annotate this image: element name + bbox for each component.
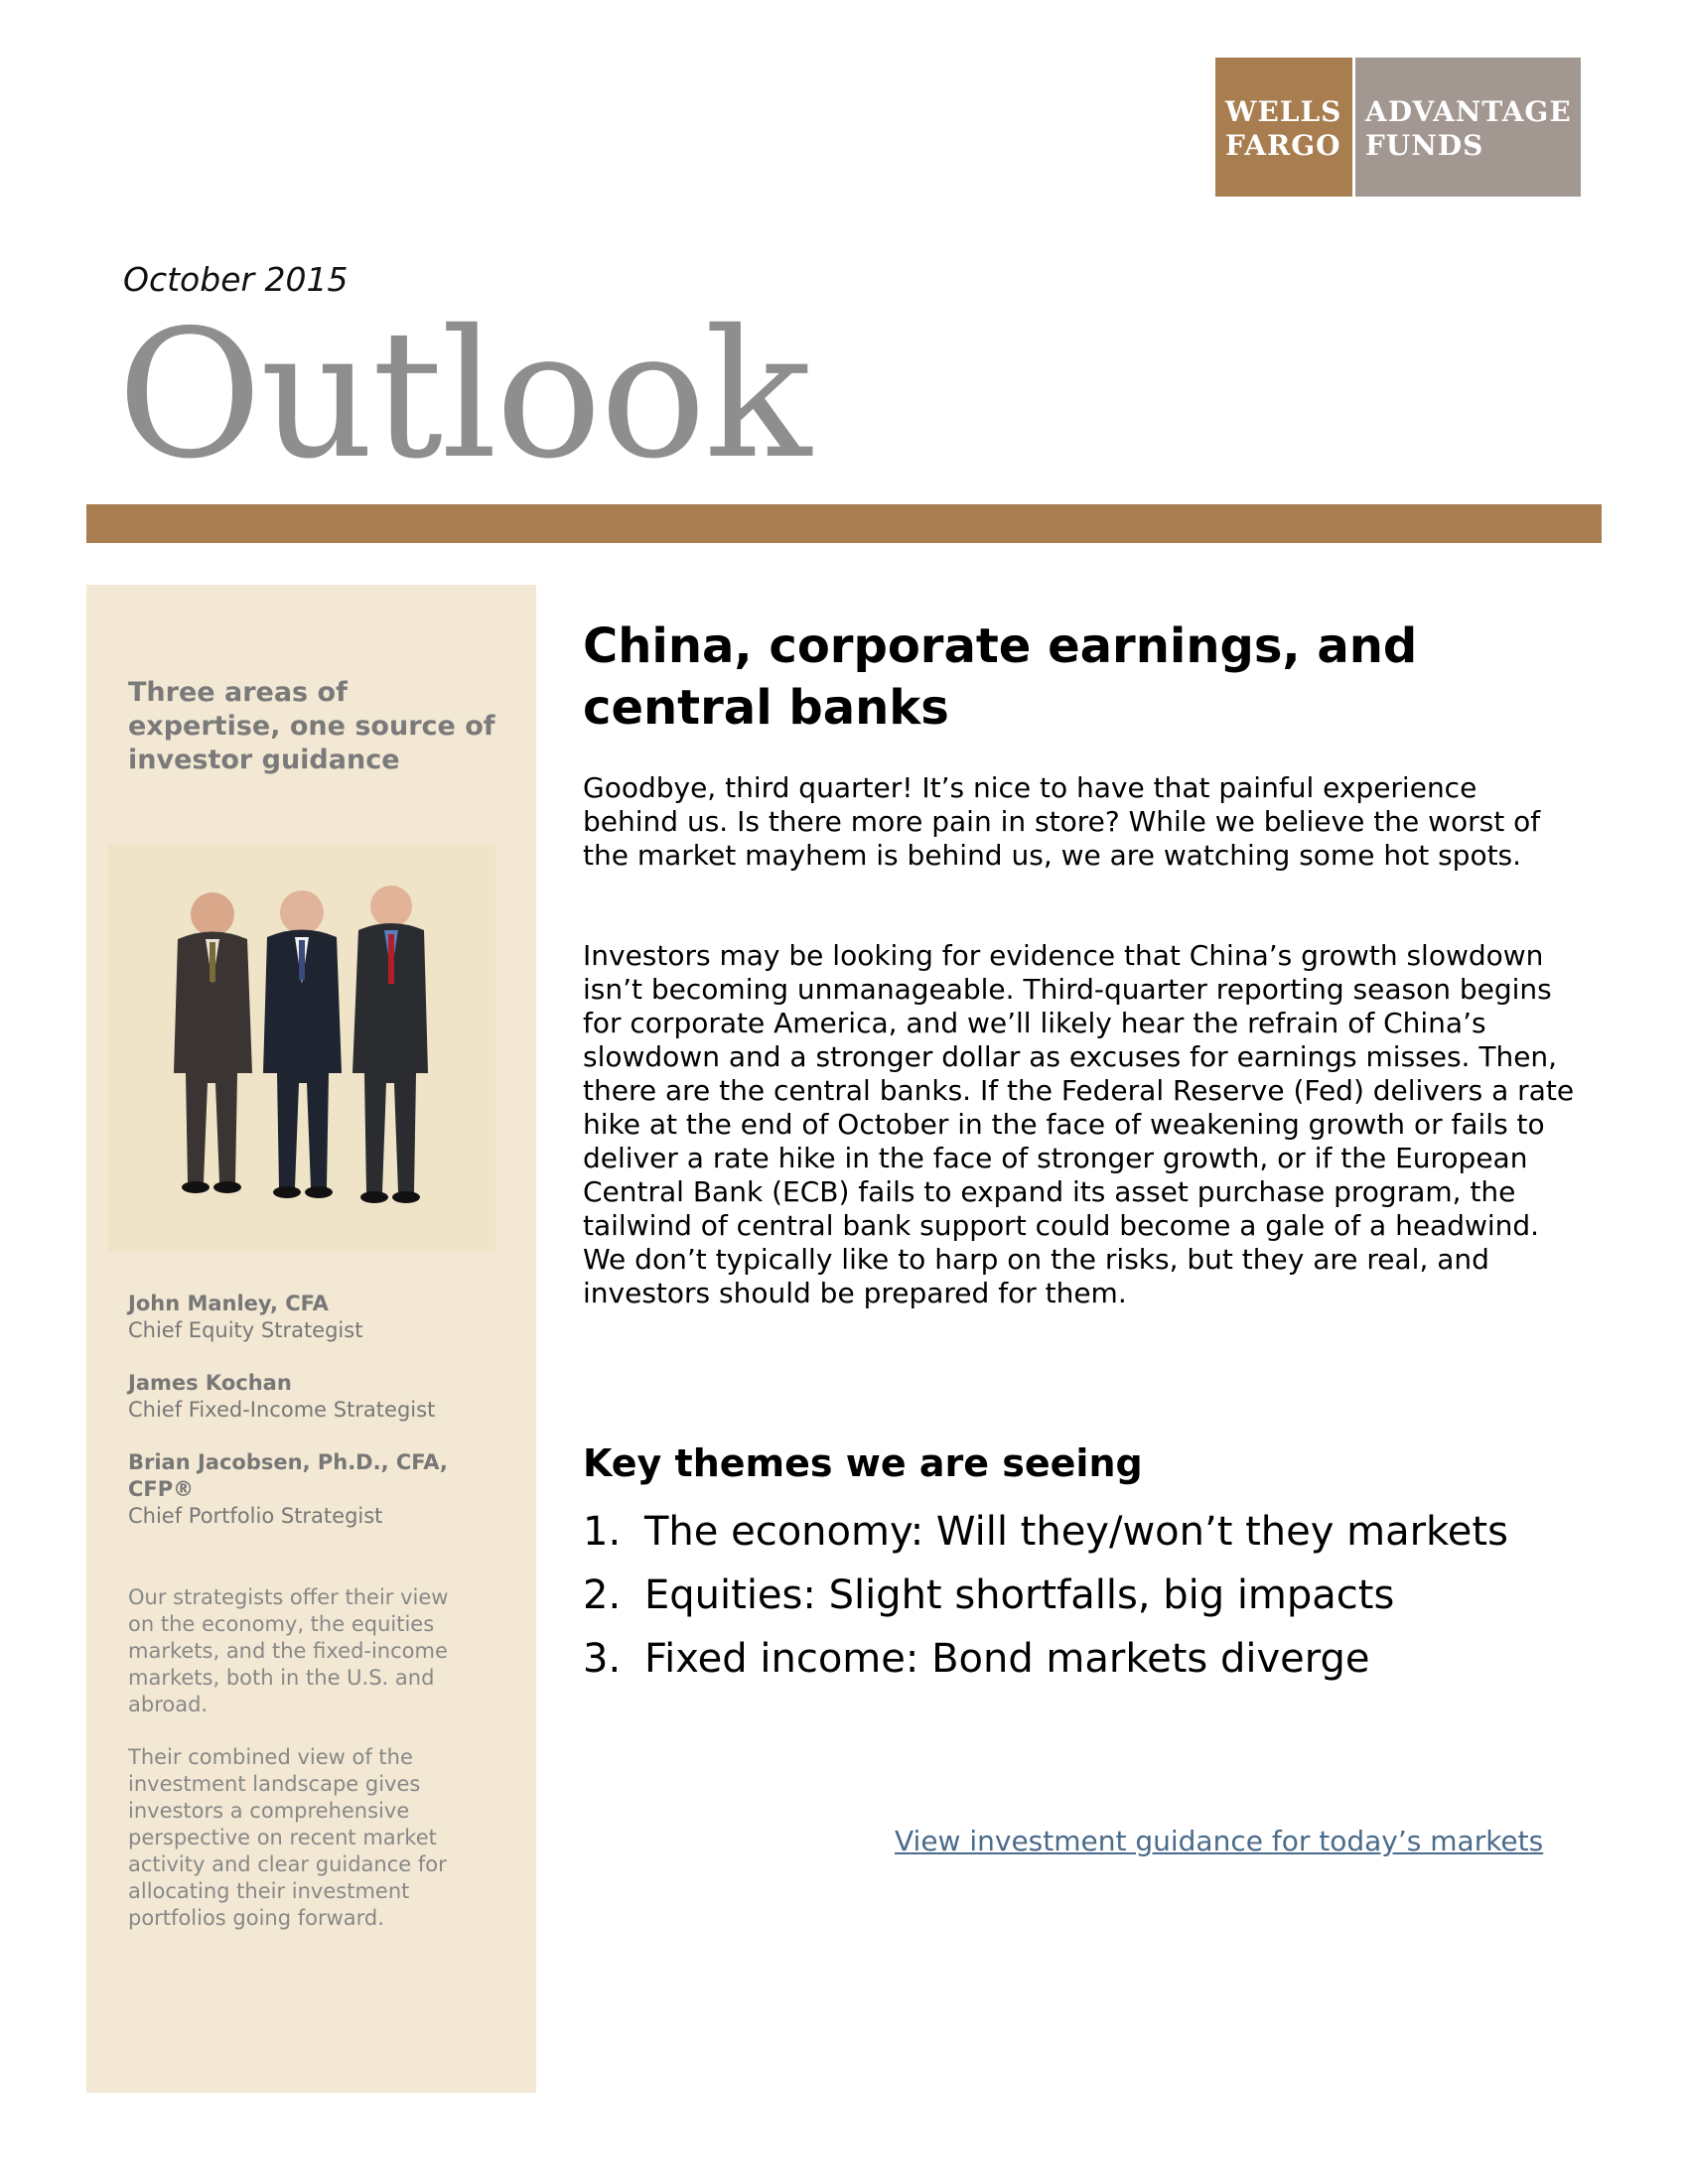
logo-wells: WELLS [1225,95,1342,128]
logo-fargo: FARGO [1225,129,1341,162]
theme-number: 3. [583,1636,622,1682]
strategist-name: John Manley, CFA [128,1292,329,1315]
sidebar-heading: Three areas of expertise, one source of investor guidance [128,677,495,775]
page-title: Outlook [117,292,810,497]
logo-advantage: ADVANTAGE [1365,95,1572,128]
strategist-role: Chief Fixed-Income Strategist [128,1398,436,1422]
strategist-3 [128,1449,476,1530]
theme-item [583,1627,1508,1691]
strategist-role: Chief Equity Strategist [128,1318,363,1342]
strategist-name: James Kochan [128,1371,292,1395]
strategists-photo-image [108,845,495,1252]
investment-guidance-link[interactable]: View investment guidance for today’s markets [895,1825,1544,1857]
sidebar-description-1: Our strategists offer their view on the economy, the equities markets, and the fixed-income markets, both in the U.S. and abroad. [128,1585,449,1716]
theme-text: Fixed income: Bond markets diverge [644,1636,1370,1682]
theme-number: 1. [583,1509,622,1555]
logo-right-block [1355,58,1581,197]
key-themes-heading: Key themes we are seeing [583,1441,1143,1485]
strategist-name: Brian Jacobsen, Ph.D., CFA, CFP® [128,1450,448,1501]
theme-text: Equities: Slight shortfalls, big impacts [644,1572,1395,1618]
theme-item [583,1500,1508,1564]
sidebar [86,585,536,2093]
article-paragraph-1: Goodbye, third quarter! It’s nice to have that painful experience behind us. Is there more pain in store? While we believe the worst of the market mayhem is behind us, we are watching some hot spots. [583,771,1541,872]
logo-funds: FUNDS [1365,129,1484,162]
article-paragraph-2: Investors may be looking for evidence that China’s growth slowdown isn’t becoming unmanageable. Third-quarter reporting season begins for corporate America, and we’ll likely hear the refrain of China’s slowdown and a stronger dollar as excuses for earnings misses. Then, there are the central banks. If the Federal Reserve (Fed) delivers a rate hike at the end of October in the face of weakening growth or fails to deliver a rate hike in the face of stronger growth, or if the European Central Bank (ECB) fails to expand its asset purchase program, the tailwind of central bank support could become a gale of a headwind. We don’t typically like to harp on the risks, but they are real, and investors should be prepared for them. [583,939,1575,1309]
header-divider-bar [86,504,1602,543]
theme-number: 2. [583,1572,622,1618]
key-themes-list [583,1500,1508,1691]
theme-item [583,1564,1508,1627]
issue-date: October 2015 [123,260,349,299]
strategist-1 [128,1291,505,1344]
strategists-photo [108,845,495,1252]
strategist-role: Chief Portfolio Strategist [128,1504,383,1528]
sidebar-description-2: Their combined view of the investment landscape gives investors a comprehensive perspective on recent market activity and clear guidance for allocating their investment portfolios going forward. [128,1745,447,1930]
strategist-2 [128,1370,505,1424]
wells-fargo-logo [1215,58,1581,197]
article-headline: China, corporate earnings, and central banks [583,618,1418,736]
theme-text: The economy: Will they/won’t they markets [644,1509,1508,1555]
logo-left-block [1215,58,1352,197]
